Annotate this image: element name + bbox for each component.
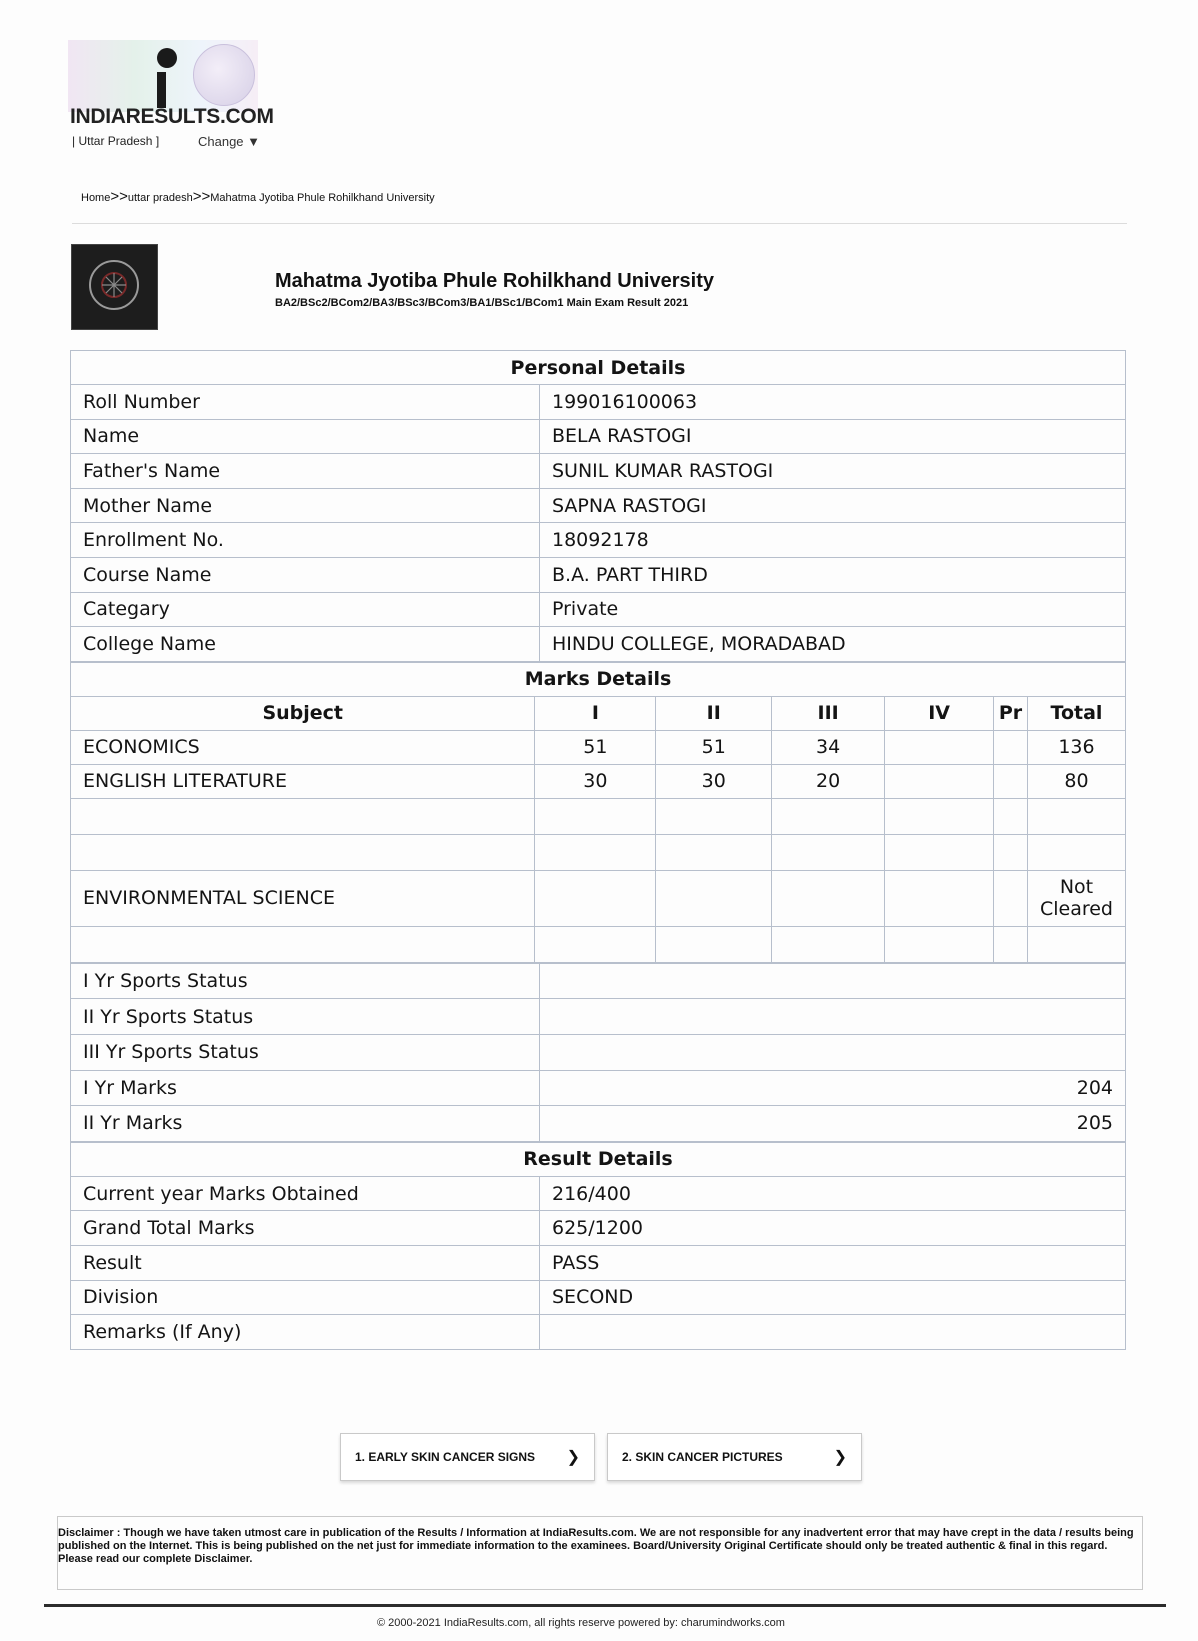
globe-icon	[193, 44, 255, 106]
table-row	[71, 385, 1126, 420]
exam-subtitle: BA2/BSc2/BCom2/BA3/BSc3/BCom3/BA1/BSc1/BCom1 Main Exam Result 2021	[275, 297, 689, 309]
table-row	[71, 1034, 1126, 1070]
field-value	[540, 1034, 1126, 1070]
disclaimer-box	[57, 1516, 1143, 1590]
marks-cell: 51	[535, 730, 656, 764]
header-divider	[72, 223, 1127, 224]
table-row	[71, 592, 1126, 627]
field-label: Categary	[71, 592, 540, 627]
change-state-link[interactable]: Change ▼	[198, 134, 261, 149]
column-header-iii: III	[772, 696, 885, 730]
field-label: Roll Number	[71, 385, 540, 420]
field-value	[540, 999, 1126, 1035]
table-row	[71, 1106, 1126, 1142]
field-label: Grand Total Marks	[71, 1211, 540, 1246]
table-row	[71, 419, 1126, 454]
field-value: 205	[540, 1106, 1126, 1142]
table-row	[71, 454, 1126, 489]
field-label: III Yr Sports Status	[71, 1034, 540, 1070]
field-label: Name	[71, 419, 540, 454]
ad-link-skin-cancer-pictures[interactable]	[607, 1433, 862, 1481]
ad-label: 1. EARLY SKIN CANCER SIGNS	[355, 1450, 536, 1464]
site-logo-text: INDIARESULTS.COM	[70, 105, 274, 128]
marks-cell: 34	[772, 730, 885, 764]
table-row	[71, 488, 1126, 523]
marks-details-table	[70, 662, 1126, 963]
field-label: Remarks (If Any)	[71, 1315, 540, 1350]
column-header-pr: Pr	[994, 696, 1028, 730]
marks-cell	[994, 730, 1028, 764]
empty-row	[71, 798, 1126, 834]
table-row	[71, 1315, 1126, 1350]
field-value: 18092178	[540, 523, 1126, 558]
university-seal-icon	[72, 245, 157, 329]
field-value: SAPNA RASTOGI	[540, 488, 1126, 523]
disclaimer-text: Disclaimer : Though we have taken utmost care in publication of the Results / Information at IndiaResults.com. We are not responsible for any inadvertent error that may have crept in the data / results being published on the Internet. This is being published on the net just for immediate information to the examinees. Board/University Original Certificate should only be treated authentic & final in this regard. Please read our complete Disclaimer.	[58, 1527, 1134, 1565]
column-header-total: Total	[1027, 696, 1125, 730]
copyright-text: © 2000-2021 IndiaResults.com, all rights reserve powered by: charumindworks.com	[377, 1617, 785, 1629]
chevron-right-icon: ❯	[833, 1449, 847, 1466]
field-value	[540, 963, 1126, 999]
breadcrumb-home[interactable]: Home	[81, 192, 111, 204]
field-label: Father's Name	[71, 454, 540, 489]
table-row	[71, 999, 1126, 1035]
field-label: Course Name	[71, 557, 540, 592]
state-label: | Uttar Pradesh ]	[72, 134, 160, 148]
breadcrumb-state[interactable]: uttar pradesh	[127, 192, 193, 204]
person-icon	[143, 44, 199, 110]
ad-link-early-skin-cancer-signs[interactable]	[340, 1433, 595, 1481]
field-label: II Yr Marks	[71, 1106, 540, 1142]
breadcrumb-university: Mahatma Jyotiba Phule Rohilkhand University	[210, 192, 435, 204]
result-details-heading: Result Details	[71, 1142, 1126, 1176]
result-details-table	[70, 1142, 1126, 1350]
marks-details-heading: Marks Details	[71, 662, 1126, 696]
field-value: B.A. PART THIRD	[540, 557, 1126, 592]
field-label: I Yr Marks	[71, 1070, 540, 1106]
total-cell: 136	[1027, 730, 1125, 764]
marks-cell: 51	[656, 730, 772, 764]
table-row	[71, 1245, 1126, 1280]
field-label: College Name	[71, 627, 540, 662]
field-value: 204	[540, 1070, 1126, 1106]
marks-cell	[994, 764, 1028, 798]
table-row	[71, 627, 1126, 662]
field-label: Result	[71, 1245, 540, 1280]
table-row	[71, 870, 1126, 926]
field-label: Division	[71, 1280, 540, 1315]
field-value: 199016100063	[540, 385, 1126, 420]
table-row	[71, 1211, 1126, 1246]
marks-cell: 30	[535, 764, 656, 798]
marks-cell	[885, 764, 994, 798]
field-value: HINDU COLLEGE, MORADABAD	[540, 627, 1126, 662]
breadcrumb-separator: >>	[110, 188, 128, 205]
total-cell: 80	[1027, 764, 1125, 798]
subject-cell: ENVIRONMENTAL SCIENCE	[71, 870, 535, 926]
table-row	[71, 1176, 1126, 1211]
sports-status-table	[70, 963, 1126, 1142]
marks-cell: 20	[772, 764, 885, 798]
table-row	[71, 730, 1126, 764]
field-label: Enrollment No.	[71, 523, 540, 558]
field-value	[540, 1315, 1126, 1350]
field-value: PASS	[540, 1245, 1126, 1280]
university-seal	[71, 244, 158, 330]
table-row	[71, 963, 1126, 999]
marks-header-row	[71, 696, 1126, 730]
field-value: BELA RASTOGI	[540, 419, 1126, 454]
table-row	[71, 764, 1126, 798]
field-value: 625/1200	[540, 1211, 1126, 1246]
personal-details-heading: Personal Details	[71, 351, 1126, 385]
field-label: I Yr Sports Status	[71, 963, 540, 999]
field-value: Private	[540, 592, 1126, 627]
ad-label: 2. SKIN CANCER PICTURES	[622, 1450, 783, 1464]
subject-cell: ECONOMICS	[71, 730, 535, 764]
table-row	[71, 557, 1126, 592]
university-title: Mahatma Jyotiba Phule Rohilkhand University	[275, 270, 714, 292]
field-value: SECOND	[540, 1280, 1126, 1315]
field-value: SUNIL KUMAR RASTOGI	[540, 454, 1126, 489]
field-label: II Yr Sports Status	[71, 999, 540, 1035]
column-header-iv: IV	[885, 696, 994, 730]
breadcrumb-separator: >>	[192, 188, 211, 205]
table-row	[71, 1280, 1126, 1315]
field-value: 216/400	[540, 1176, 1126, 1211]
personal-details-table	[70, 350, 1126, 662]
footer-divider	[44, 1604, 1166, 1607]
subject-cell: ENGLISH LITERATURE	[71, 764, 535, 798]
breadcrumb	[81, 188, 435, 205]
marks-cell	[885, 730, 994, 764]
table-row	[71, 523, 1126, 558]
column-header-subject: Subject	[71, 696, 535, 730]
empty-row	[71, 926, 1126, 962]
empty-row	[71, 834, 1126, 870]
field-label: Mother Name	[71, 488, 540, 523]
total-cell: Not Cleared	[1027, 870, 1125, 926]
column-header-i: I	[535, 696, 656, 730]
table-row	[71, 1070, 1126, 1106]
result-card	[70, 350, 1126, 1350]
chevron-right-icon: ❯	[566, 1449, 580, 1466]
marks-cell: 30	[656, 764, 772, 798]
column-header-ii: II	[656, 696, 772, 730]
field-label: Current year Marks Obtained	[71, 1176, 540, 1211]
